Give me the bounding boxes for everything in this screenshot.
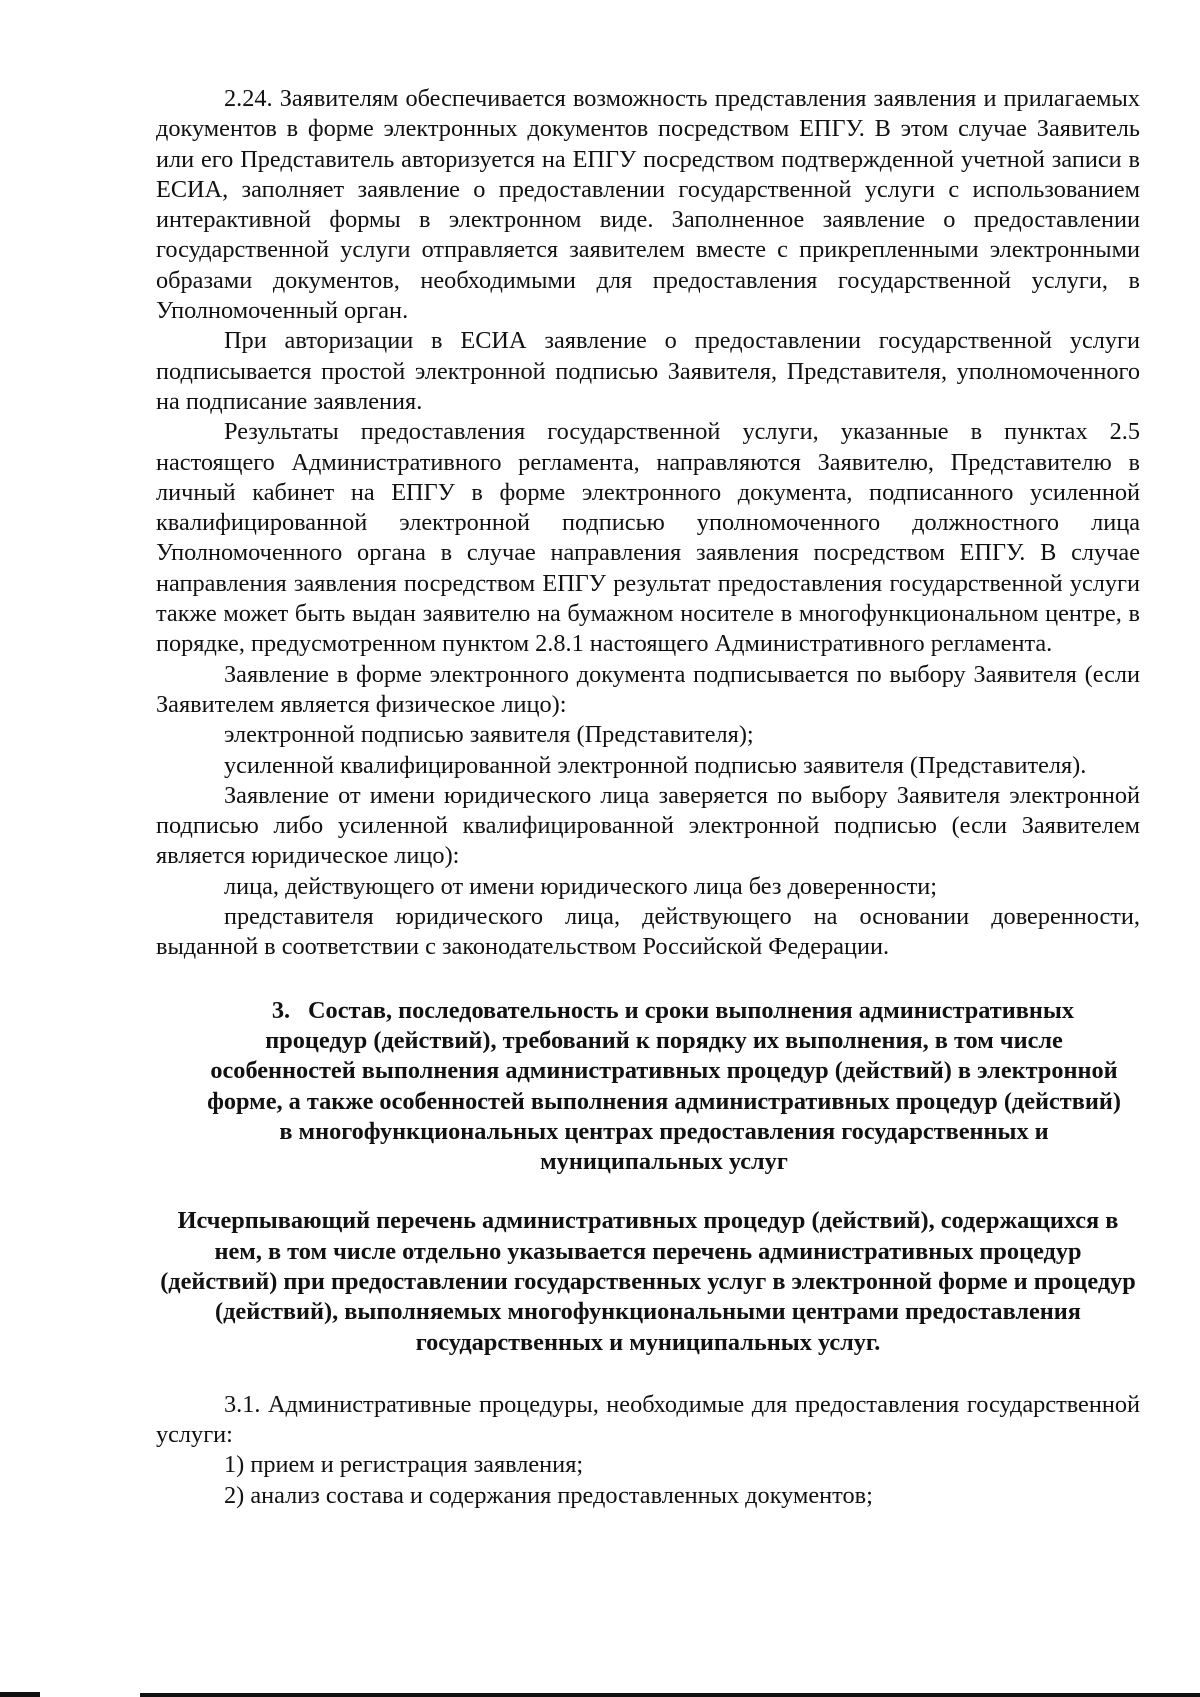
scan-edge-bar bbox=[0, 1690, 1200, 1697]
paragraph-legal-entity: Заявление от имени юридического лица заверяется по выбору Заявителя электронной подписью либо усиленной квалифицированной электронной подписью (если Заявителем является юридическое лицо): bbox=[156, 781, 1140, 870]
document-page bbox=[156, 84, 1140, 1511]
paragraph-electronic-signature-choice: Заявление в форме электронного документа подписывается по выбору Заявителя (если Заявителем является физическое лицо): bbox=[156, 660, 1140, 718]
section-3-number: 3. bbox=[271, 996, 291, 1024]
list-item-simple-signature: электронной подписью заявителя (Представителя); bbox=[224, 721, 754, 749]
paragraph-3-1: 3.1. Административные процедуры, необходимые для предоставления государственной услуги: bbox=[156, 1390, 1140, 1449]
section-3-heading bbox=[156, 996, 1140, 1178]
paragraph-results: Результаты предоставления государственной услуги, указанные в пунктах 2.5 настоящего Административного регламента, направляются Заявителю, Представителю в личный кабинет на ЕПГУ в форме электронного документа, подписанного усиленной квалифицированной электронной подписью уполномоченного должностного лица Уполномоченного органа в случае направления заявления посредством ЕПГУ. В случае направления заявления посредством ЕПГУ результат предоставления государственной услуги также может быть выдан заявителю на бумажном носителе в многофункциональном центре, в порядке, предусмотренном пунктом 2.8.1 настоящего Административного регламента. bbox=[156, 418, 1140, 658]
list-item-with-power-of-attorney: представителя юридического лица, действующего на основании доверенности, выданной в соответствии с законодательством Российской Федерации. bbox=[156, 903, 1140, 961]
list-item-without-power-of-attorney: лица, действующего от имени юридического лица без доверенности; bbox=[224, 872, 938, 900]
paragraph-esia-signature: При авторизации в ЕСИА заявление о предоставлении государственной услуги подписывается простой электронной подписью Заявителя, Представителя, уполномоченного на подписание заявления. bbox=[156, 327, 1140, 415]
procedures-subheading: Исчерпывающий перечень административных процедур (действий), содержащихся в нем, в том числе отдельно указывается перечень административных процедур (действий) при предоставлении государственных услуг в электронной форме и процедур (действий), выполняемых многофункциональными центрами предоставления государственных и муниципальных услуг. bbox=[160, 1207, 1136, 1356]
paragraph-2-24: 2.24. Заявителям обеспечивается возможность представления заявления и прилагаемых документов в форме электронных документов посредством ЕПГУ. В этом случае Заявитель или его Представитель авторизуется на ЕПГУ посредством подтвержденной учетной записи в ЕСИА, заполняет заявление о предоставлении государственной услуги с использованием интерактивной формы в электронном виде. Заполненное заявление о предоставлении государственной услуги отправляется заявителем вместе с прикрепленными электронными образами документов, необходимыми для предоставления государственной услуги, в Уполномоченный орган. bbox=[156, 85, 1140, 325]
list-item-procedure-2: 2) анализ состава и содержания предоставленных документов; bbox=[224, 1481, 873, 1509]
section-3-title: Состав, последовательность и сроки выполнения административных процедур (действий), требований к порядку их выполнения, в том числе особенностей выполнения административных процедур (действий) в электронной форме, а также особенностей выполнения административных процедур (действий) в многофункциональных центрах предоставления государственных и муниципальных услуг bbox=[207, 996, 1121, 1176]
list-item-procedure-1: 1) прием и регистрация заявления; bbox=[224, 1451, 584, 1479]
list-item-qualified-signature: усиленной квалифицированной электронной подписью заявителя (Представителя). bbox=[224, 751, 1087, 779]
